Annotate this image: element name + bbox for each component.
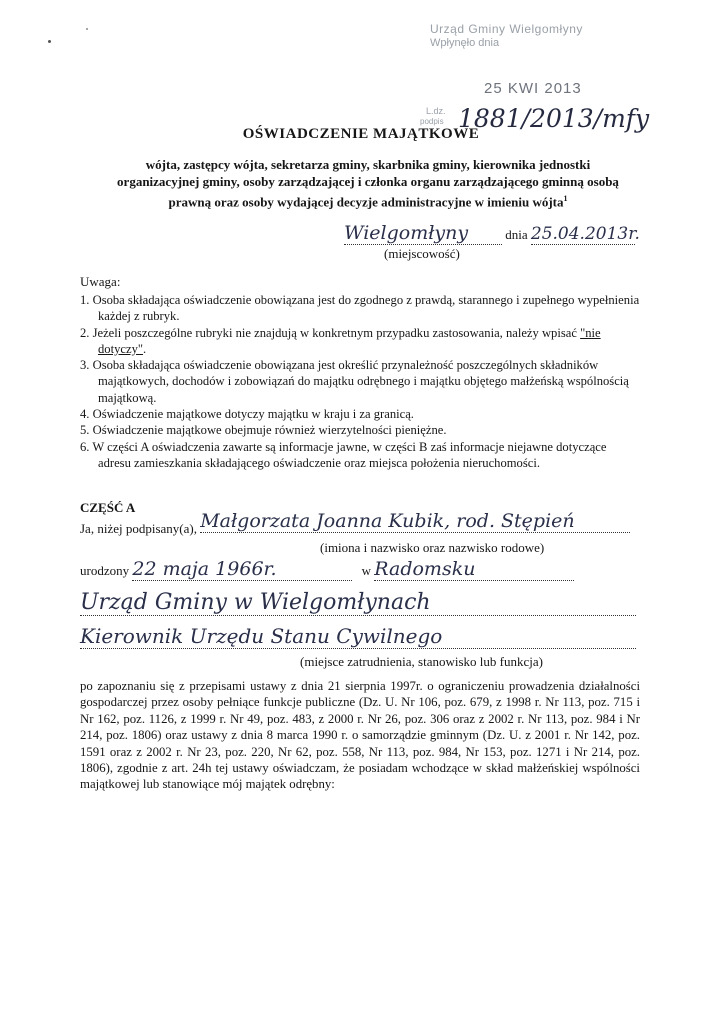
subtitle-line-2: organizacyjnej gminy, osoby zarządzającej i członka organu zarządzającego gminną osobą [117, 174, 619, 189]
subtitle-line-1: wójta, zastępcy wójta, sekretarza gminy, skarbnika gminy, kierownika jednostki [145, 157, 591, 172]
born-place-value: Radomsku [374, 558, 574, 581]
note-item-text: 2. Jeżeli poszczególne rubryki nie znajdują w konkretnym przypadku zastosowania, należy wpisać [80, 325, 577, 340]
part-a-heading: CZĘŚĆ A [80, 500, 136, 515]
stamp-received: Wpłynęło dnia [430, 37, 500, 49]
signer-value: Małgorzata Joanna Kubik, rod. Stępień [200, 510, 630, 533]
born-label: urodzony [80, 563, 130, 578]
stamp-office: Urząd Gminy Wielgomłyny [430, 22, 583, 36]
document-subtitle [88, 156, 648, 210]
notes-list [80, 292, 640, 471]
declaration-paragraph: po zapoznaniu się z przepisami ustawy z dnia 21 sierpnia 1997r. o ograniczeniu prowadzenia działalności gospodarczej przez osoby pełniące funkcje publiczne (Dz. U. Nr 106, poz. 679, z 1998 r. Nr 113, poz. 715 i Nr 162, poz. 1126, z 1999 r. Nr 49, poz. 483, z 2000 r. Nr 26, poz. 306 oraz z 2002 r. Nr 113, poz. 984 i Nr 214, poz. 1806) oraz ustawy z dnia 8 marca 1990 r. o samorządzie gminnym (Dz. U. z 2001 r. Nr 142, poz. 1591 oraz z 2002 r. Nr 23, poz. 220, Nr 62, poz. 558, Nr 113, poz. 984, Nr 153, poz. 1271 i Nr 214, poz. 1806), zgodnie z art. 24h tej ustawy oświadczam, że posiadam wchodzące w skład małżeńskiej wspólności majątkowej lub stanowiące mój majątek odrębny: [80, 679, 640, 792]
notes-heading: Uwaga: [80, 274, 121, 289]
signer-line [80, 510, 630, 537]
place-value: Wielgomłyny [344, 222, 502, 245]
note-quote: "nie dotyczy" [98, 325, 601, 356]
note-item: 3. Osoba składająca oświadczenie obowiązana jest określić przynależność poszczególnych składników majątkowych, dochodów i zobowiązań do majątku odrębnego i majątku objętego małżeńską wspólnością majątkową. [80, 358, 629, 405]
date-value: 25.04.2013r. [530, 224, 640, 244]
registry-stamp [430, 22, 670, 49]
place-caption: (miejscowość) [384, 246, 460, 261]
document-title: OŚWIADCZENIE MAJĄTKOWE [242, 126, 480, 142]
scan-speck [48, 40, 51, 43]
employment-line-1: Urząd Gminy w Wielgomłynach [80, 590, 636, 616]
registry-number: 1881/2013/mfy [458, 104, 650, 133]
dnia-label: dnia [505, 227, 528, 242]
born-date-value: 22 maja 1966r. [132, 558, 352, 581]
signer-label: Ja, niżej podpisany(a), [80, 521, 197, 536]
note-item: 5. Oświadczenie majątkowe obejmuje również wierzytelności pieniężne. [80, 423, 447, 438]
footnote-mark: 1 [563, 194, 568, 203]
born-in-label: w [361, 563, 371, 578]
scan-speck [86, 28, 88, 30]
signer-caption: (imiona i nazwisko oraz nazwisko rodowe) [320, 540, 545, 555]
stamp-ldz: L.dz. [426, 106, 446, 116]
subtitle-line-3: prawną oraz osoby wydającej decyzje administracyjne w imieniu wójta [168, 194, 564, 210]
employment-caption: (miejsce zatrudnienia, stanowisko lub funkcja) [300, 654, 543, 669]
birth-line [80, 558, 574, 581]
note-item: 6. W części A oświadczenia zawarte są informacje jawne, w części B zaś informacje niejawne dotyczące adresu zamieszkania składającego oświadczenie oraz miejsca położenia nieruchomości. [80, 439, 607, 470]
employment-line-2: Kierownik Urzędu Stanu Cywilnego [80, 624, 636, 649]
note-item: 4. Oświadczenie majątkowe dotyczy majątku w kraju i za granicą. [80, 407, 414, 422]
stamp-podpis: podpis [420, 117, 444, 126]
place-date-line [344, 222, 640, 245]
note-item: 2. Jeżeli poszczególne rubryki nie znajdują w konkretnym przypadku zastosowania, należy wpisać "nie dotyczy". [80, 325, 601, 356]
stamp-date: 25 KWI 2013 [484, 80, 582, 97]
note-item: 1. Osoba składająca oświadczenie obowiązana jest do zgodnego z prawdą, starannego i zupełnego wypełnienia każdej z rubryk. [80, 293, 640, 324]
